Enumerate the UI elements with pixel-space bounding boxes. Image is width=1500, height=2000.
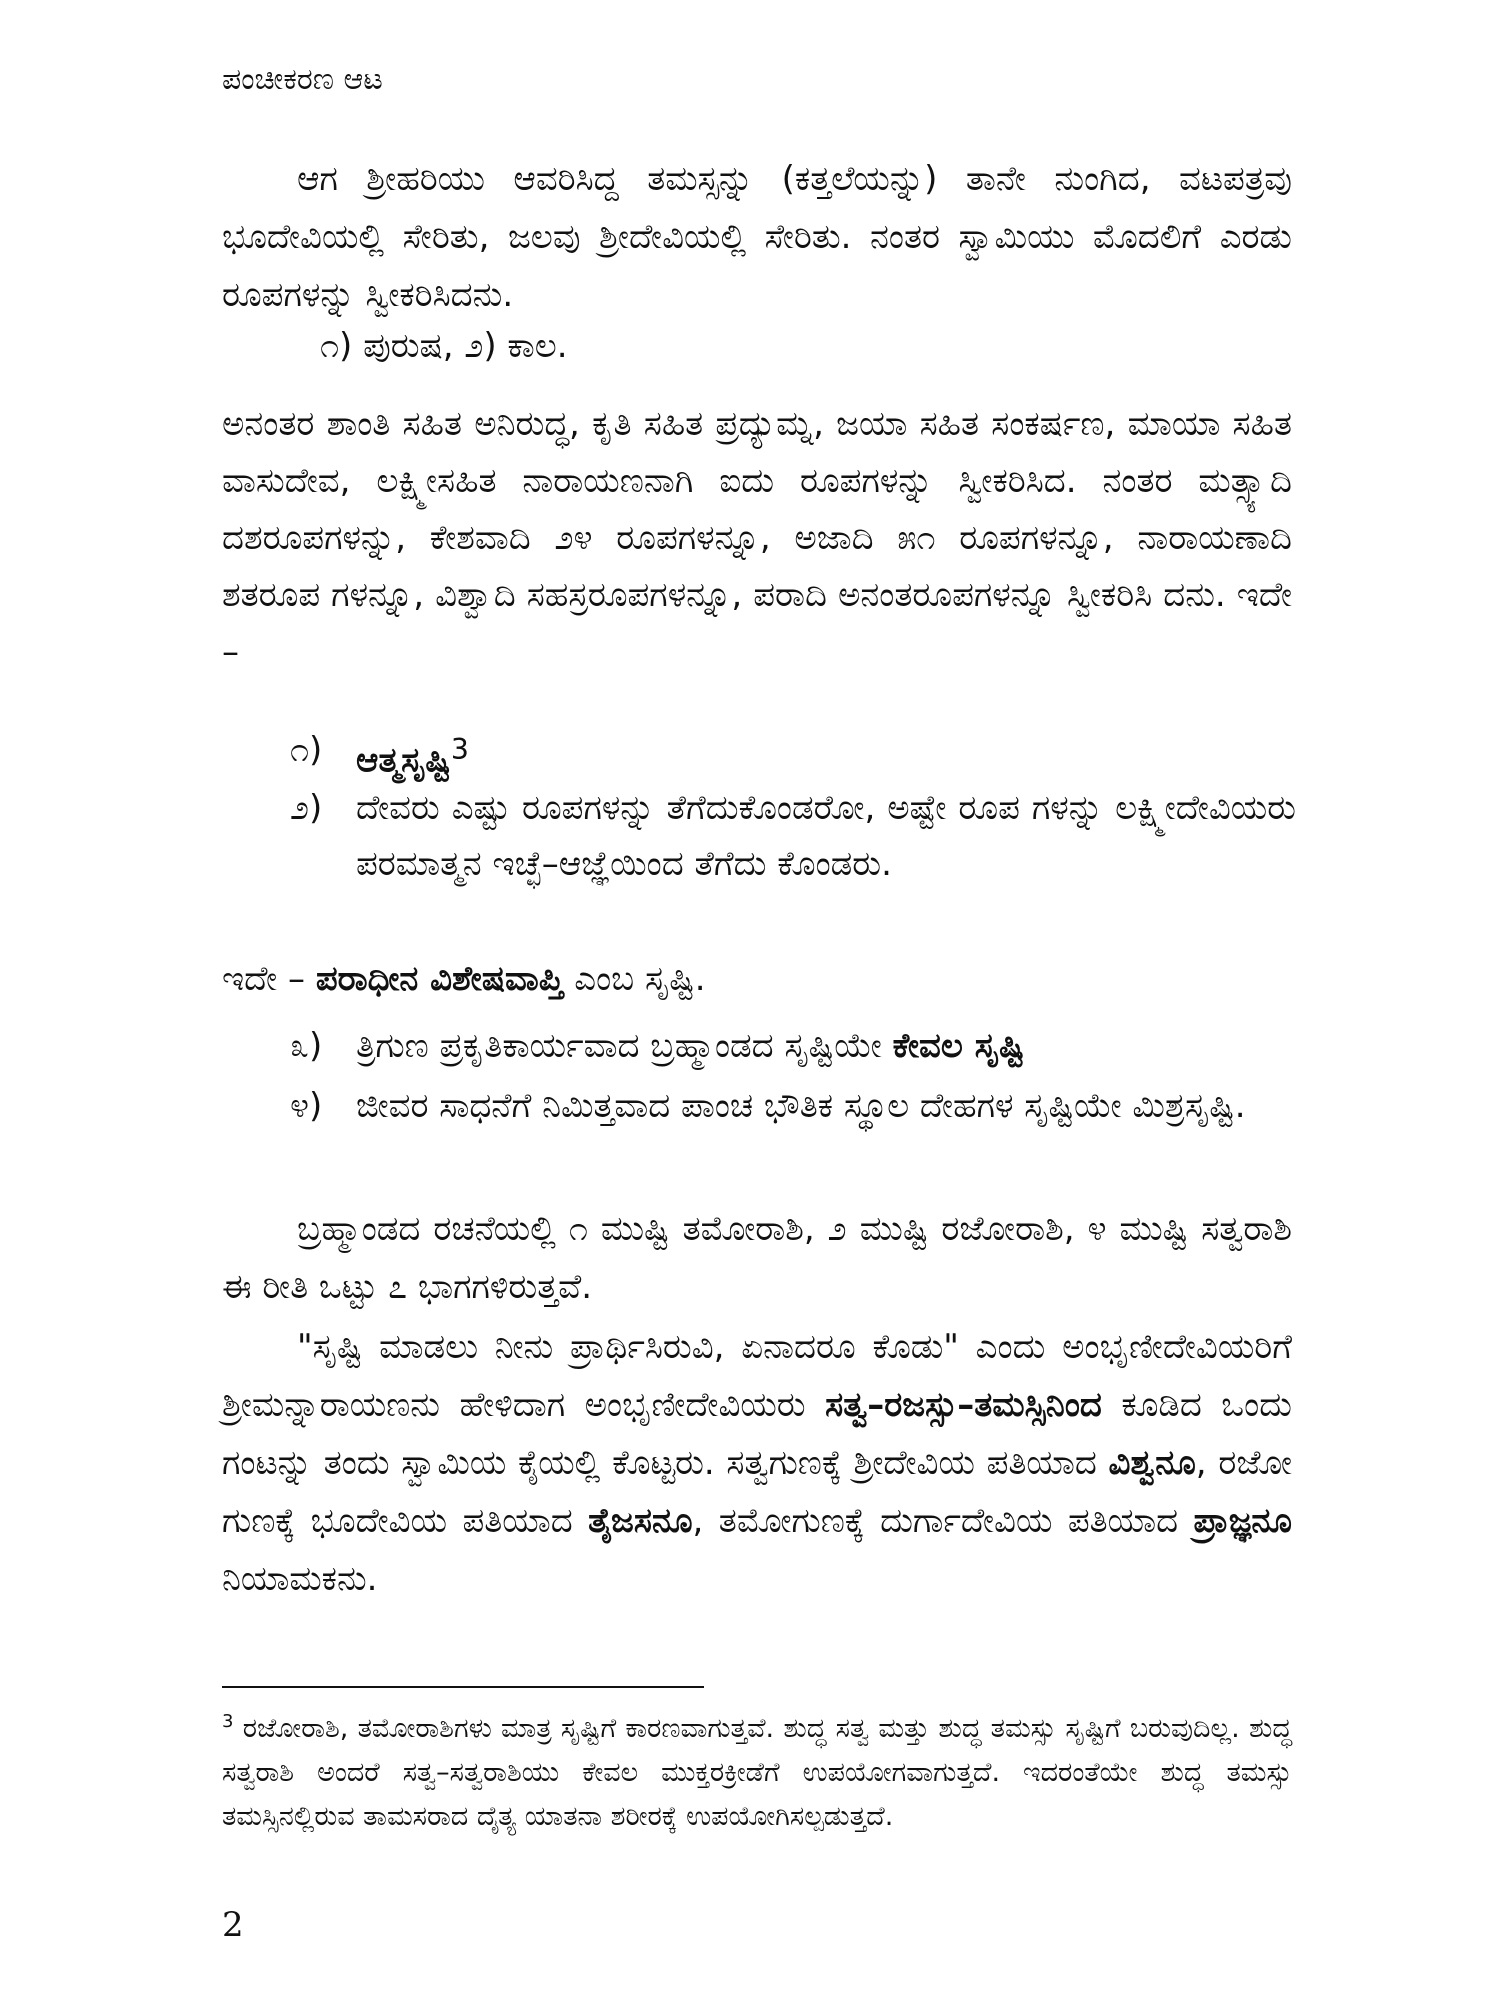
list-item-2-number: ೨) — [290, 788, 323, 828]
list-item-3-text: ತ್ರಿಗುಣ ಪ್ರಕೃತಿಕಾರ್ಯವಾದ ಬ್ರಹ್ಮಾಂಡದ ಸೃಷ್ಟಿಯೇ ಕೇವಲ ಸೃಷ್ಟಿ — [356, 1026, 1025, 1066]
footnote-text: ರಜೋರಾಶಿ, ತಮೋರಾಶಿಗಳು ಮಾತ್ರ ಸೃಷ್ಟಿಗೆ ಕಾರಣವಾಗುತ್ತವೆ. ಶುದ್ಧ ಸತ್ವ ಮತ್ತು ಶುದ್ಧ ತಮಸ್ಸು ಸೃಷ್ಟಿಗೆ ಬರುವುದಿಲ್ಲ. ಶುದ್ಧ ಸತ್ವರಾಶಿ ಅಂದರೆ ಸತ್ವ–ಸತ್ವರಾಶಿಯು ಕೇವಲ ಮುಕ್ತರಕ್ರೀಡೆಗೆ ಉಪಯೋಗವಾಗುತ್ತದೆ. ಇದರಂತೆಯೇ ಶುದ್ಧ ತಮಸ್ಸು ತಮಸ್ಸಿನಲ್ಲಿರುವ ತಾಮಸರಾದ ದೈತ್ಯ ಯಾತನಾ ಶರೀರಕ್ಕೆ ಉಪಯೋಗಿಸಲ್ಪಡುತ್ತದೆ. — [222, 1713, 1292, 1832]
page-number: 2 — [222, 1905, 244, 1945]
list-item-2-text: ದೇವರು ಎಷ್ಟು ರೂಪಗಳನ್ನು ತೆಗೆದುಕೊಂಡರೋ, ಅಷ್ಟೇ ರೂಪ ಗಳನ್ನು ಲಕ್ಷ್ಮೀದೇವಿಯರು ಪರಮಾತ್ಮನ ಇಚ್ಛೆ–ಆಜ್ಞೆಯಿಂದ ತೆಗೆದು ಕೊಂಡರು. — [356, 788, 1296, 884]
paragraph-6: "ಸೃಷ್ಟಿ ಮಾಡಲು ನೀನು ಪ್ರಾರ್ಥಿಸಿರುವಿ, ಏನಾದರೂ ಕೊಡು" ಎಂದು ಅಂಭೃಣೀದೇವಿಯರಿಗೆ ಶ್ರೀಮನ್ನಾರಾಯಣನು ಹೇಳಿದಾಗ ಅಂಭೃಣೀದೇವಿಯರು ಸತ್ವ–ರಜಸ್ಸು–ತಮಸ್ಸಿನಿಂದ ಕೂಡಿದ ಒಂದು ಗಂಟನ್ನು ತಂದು ಸ್ವಾಮಿಯ ಕೈಯಲ್ಲಿ ಕೊಟ್ಟರು. ಸತ್ವಗುಣಕ್ಕೆ ಶ್ರೀದೇವಿಯ ಪತಿಯಾದ ವಿಶ್ವನೂ, ರಜೋ ಗುಣಕ್ಕೆ ಭೂದೇವಿಯ ಪತಿಯಾದ ತೈಜಸನೂ, ತಮೋಗುಣಕ್ಕೆ ದುರ್ಗಾದೇವಿಯ ಪತಿಯಾದ ಪ್ರಾಜ್ಞನೂ ನಿಯಾಮಕನು. — [222, 1327, 1293, 1599]
list-item-1-text: ಆತ್ಮಸೃಷ್ಟಿ$^3$ — [356, 733, 469, 781]
paragraph-2: ೧) ಪುರುಷ, ೨) ಕಾಲ. — [320, 326, 568, 366]
footnote-separator — [222, 1686, 704, 1688]
footnote-marker: 3 — [222, 1711, 234, 1732]
paragraph-3: ಅನಂತರ ಶಾಂತಿ ಸಹಿತ ಅನಿರುದ್ಧ, ಕೃತಿ ಸಹಿತ ಪ್ರದ್ಯುಮ್ನ, ಜಯಾ ಸಹಿತ ಸಂಕರ್ಷಣ, ಮಾಯಾ ಸಹಿತ ವಾಸುದೇವ, ಲಕ್ಷ್ಮೀಸಹಿತ ನಾರಾಯಣನಾಗಿ ಐದು ರೂಪಗಳನ್ನು ಸ್ವೀಕರಿಸಿದ. ನಂತರ ಮತ್ಸ್ಯಾದಿ ದಶರೂಪಗಳನ್ನು, ಕೇಶವಾದಿ ೨೪ ರೂಪಗಳನ್ನೂ, ಅಜಾದಿ ೫೧ ರೂಪಗಳನ್ನೂ, ನಾರಾಯಣಾದಿ ಶತರೂಪ ಗಳನ್ನೂ, ವಿಶ್ವಾದಿ ಸಹಸ್ರರೂಪಗಳನ್ನೂ, ಪರಾದಿ ಅನಂತರೂಪಗಳನ್ನೂ ಸ್ವೀಕರಿಸಿ ದನು. ಇದೇ – — [222, 404, 1292, 672]
paragraph-1: ಆಗ ಶ್ರೀಹರಿಯು ಆವರಿಸಿದ್ದ ತಮಸ್ಸನ್ನು (ಕತ್ತಲೆಯನ್ನು) ತಾನೇ ನುಂಗಿದ, ವಟಪತ್ರವು ಭೂದೇವಿಯಲ್ಲಿ ಸೇರಿತು, ಜಲವು ಶ್ರೀದೇವಿಯಲ್ಲಿ ಸೇರಿತು. ನಂತರ ಸ್ವಾಮಿಯು ಮೊದಲಿಗೆ ಎರಡು ರೂಪಗಳನ್ನು ಸ್ವೀಕರಿಸಿದನು. — [222, 159, 1292, 315]
list-item-4-text: ಜೀವರ ಸಾಧನೆಗೆ ನಿಮಿತ್ತವಾದ ಪಾಂಚ ಭೌತಿಕ ಸ್ಥೂಲ ದೇಹಗಳ ಸೃಷ್ಟಿಯೇ ಮಿಶ್ರಸೃಷ್ಟಿ. — [356, 1086, 1246, 1126]
running-header: ಪಂಚೀಕರಣ ಆಟ — [222, 62, 383, 97]
list-item-1-number: ೧) — [290, 730, 323, 770]
footnote — [222, 1700, 1292, 1839]
footnote-ref: 3 — [450, 733, 469, 766]
list-item-4-number: ೪) — [290, 1086, 323, 1126]
paragraph-5: ಬ್ರಹ್ಮಾಂಡದ ರಚನೆಯಲ್ಲಿ ೧ ಮುಷ್ಟಿ ತಮೋರಾಶಿ, ೨ ಮುಷ್ಟಿ ರಜೋರಾಶಿ, ೪ ಮುಷ್ಟಿ ಸತ್ವರಾಶಿ ಈ ರೀತಿ ಒಟ್ಟು ೭ ಭಾಗಗಳಿರುತ್ತವೆ. — [222, 1209, 1292, 1307]
paragraph-4: ಇದೇ – ಪರಾಧೀನ ವಿಶೇಷವಾಪ್ತಿ ಎಂಬ ಸೃಷ್ಟಿ. — [222, 959, 706, 999]
list-item-3-number: ೩) — [290, 1026, 323, 1066]
